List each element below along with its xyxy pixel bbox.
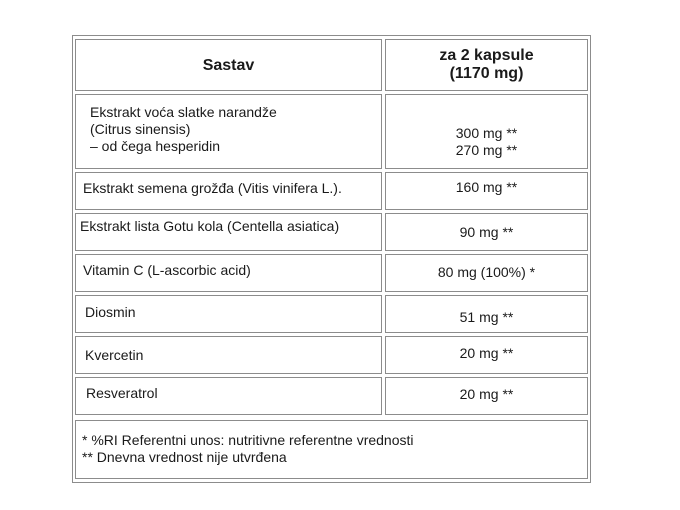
dose-value-sub: 270 mg ** bbox=[455, 142, 518, 158]
ingredient-cell bbox=[75, 172, 382, 210]
footnote-reference-intake: * %RI Referentni unos: nutritivne referentne vrednosti bbox=[82, 432, 414, 448]
dose-cell bbox=[385, 295, 588, 333]
ingredient-name: Ekstrakt lista Gotu kola (Centella asiatica) bbox=[80, 218, 340, 234]
header-cell-ingredient bbox=[75, 39, 382, 91]
ingredient-latin-name: (Citrus sinensis) bbox=[90, 121, 191, 137]
ingredient-name: Ekstrakt semena grožđa (Vitis vinifera L.). bbox=[83, 180, 342, 196]
dose-cell bbox=[385, 172, 588, 210]
header-cell-dose bbox=[385, 39, 588, 91]
ingredient-name: Ekstrakt voća slatke narandže bbox=[90, 104, 277, 120]
dose-cell bbox=[385, 213, 588, 251]
dose-value: 51 mg ** bbox=[459, 309, 514, 325]
dose-cell bbox=[385, 94, 588, 169]
footnote-daily-value: ** Dnevna vrednost nije utvrđena bbox=[82, 449, 287, 465]
dose-cell bbox=[385, 254, 588, 292]
ingredient-name: Vitamin C (L-ascorbic acid) bbox=[83, 262, 251, 278]
dose-cell bbox=[385, 377, 588, 415]
ingredient-name: Resveratrol bbox=[86, 385, 158, 401]
dose-cell bbox=[385, 336, 588, 374]
ingredient-cell bbox=[75, 213, 382, 251]
ingredient-cell bbox=[75, 336, 382, 374]
dose-value: 160 mg ** bbox=[455, 179, 518, 195]
ingredient-cell bbox=[75, 94, 382, 169]
ingredient-cell bbox=[75, 295, 382, 333]
header-dose-label: za 2 kapsule bbox=[439, 47, 534, 64]
ingredient-name: Diosmin bbox=[85, 304, 136, 320]
ingredient-cell bbox=[75, 254, 382, 292]
header-ingredient-label: Sastav bbox=[202, 57, 255, 74]
header-dose-total: (1170 mg) bbox=[449, 65, 524, 82]
dose-value: 80 mg (100%) * bbox=[437, 264, 536, 280]
ingredient-name: Kvercetin bbox=[85, 347, 144, 363]
dose-value: 20 mg ** bbox=[459, 345, 514, 361]
dose-value: 300 mg ** bbox=[455, 125, 518, 141]
dose-value: 20 mg ** bbox=[459, 386, 514, 402]
ingredient-sub-component: – od čega hesperidin bbox=[90, 138, 220, 154]
dose-value: 90 mg ** bbox=[459, 224, 514, 240]
footnotes-cell bbox=[75, 420, 588, 479]
ingredient-cell bbox=[75, 377, 382, 415]
